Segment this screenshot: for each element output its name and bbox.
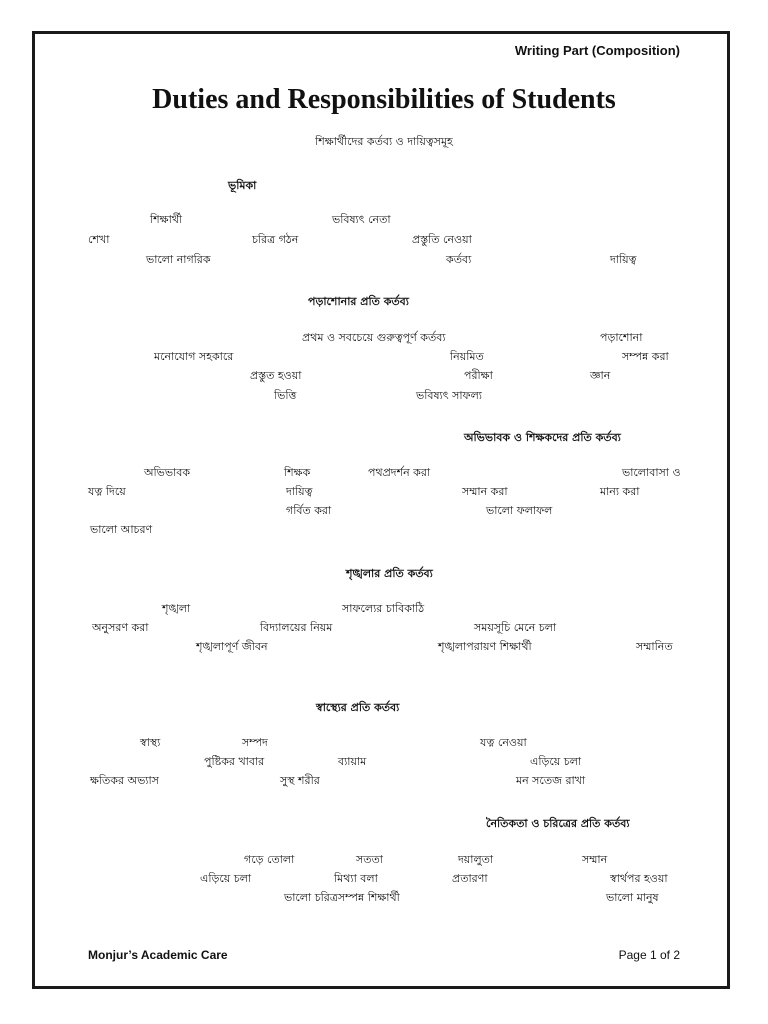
keyword: মিথ্যা বলা [334, 872, 378, 885]
keyword: মান্য করা [600, 485, 640, 498]
keyword: সম্মান [582, 853, 608, 866]
section-heading-discipline: শৃঙ্খলার প্রতি কর্তব্য [346, 567, 433, 580]
keyword: এড়িয়ে চলা [530, 755, 582, 768]
keyword: সময়সূচি মেনে চলা [474, 621, 557, 634]
keyword: মনোযোগ সহকারে [154, 350, 234, 363]
keyword: প্রস্তুত হওয়া [250, 369, 302, 382]
footer-page-number: Page 1 of 2 [618, 948, 680, 962]
keyword: গড়ে তোলা [244, 853, 295, 866]
keyword: ক্ষতিকর অভ্যাস [90, 774, 159, 787]
keyword: ভবিষ্যৎ নেতা [332, 213, 391, 226]
keyword: শৃঙ্খলা [162, 602, 191, 615]
keyword: ভালো আচরণ [90, 523, 153, 536]
keyword: প্রস্তুতি নেওয়া [412, 233, 472, 246]
header-tag: Writing Part (Composition) [514, 43, 680, 58]
keyword: দায়িত্ব [610, 253, 637, 266]
keyword: দয়ালুতা [458, 853, 494, 866]
keyword: স্বাস্থ্য [140, 736, 161, 749]
keyword: স্বার্থপর হওয়া [610, 872, 668, 885]
keyword: অভিভাবক [144, 466, 191, 479]
keyword: সুস্থ শরীর [280, 774, 320, 787]
keyword: শৃঙ্খলাপূর্ণ জীবন [196, 640, 268, 653]
keyword: সম্মানিত [636, 640, 673, 653]
section-heading-health: স্বাস্থ্যের প্রতি কর্তব্য [316, 701, 400, 714]
keyword: সততা [356, 853, 383, 866]
keyword: পরীক্ষা [464, 369, 493, 382]
section-heading-parents-teachers: অভিভাবক ও শিক্ষকদের প্রতি কর্তব্য [464, 431, 621, 444]
keyword: চরিত্র গঠন [252, 233, 299, 246]
keyword: অনুসরণ করা [92, 621, 149, 634]
keyword: শিক্ষক [284, 466, 311, 479]
keyword: নিয়মিত [450, 350, 484, 363]
keyword: পথপ্রদর্শন করা [368, 466, 431, 479]
keyword: গর্বিত করা [286, 504, 332, 517]
keyword: শৃঙ্খলাপরায়ণ শিক্ষার্থী [438, 640, 532, 653]
keyword: প্রতারণা [452, 872, 488, 885]
keyword: ভালো মানুষ [606, 891, 659, 904]
keyword: বিদ্যালয়ের নিয়ম [260, 621, 333, 634]
keyword: সাফল্যের চাবিকাঠি [342, 602, 425, 615]
page-title: Duties and Responsibilities of Students [152, 84, 616, 115]
keyword: সম্মান করা [462, 485, 508, 498]
keyword: এড়িয়ে চলা [200, 872, 252, 885]
keyword: যত্ন নেওয়া [480, 736, 527, 749]
keyword: ভালোবাসা ও [622, 466, 681, 479]
keyword: যত্ন দিয়ে [88, 485, 126, 498]
keyword: দায়িত্ব [286, 485, 313, 498]
keyword: ভালো নাগরিক [146, 253, 211, 266]
keyword: পুষ্টিকর খাবার [204, 755, 265, 768]
section-heading-studies: পড়াশোনার প্রতি কর্তব্য [308, 295, 409, 308]
keyword: ভবিষ্যৎ সাফল্য [416, 389, 482, 402]
keyword: ভালো চরিত্রসম্পন্ন শিক্ষার্থী [284, 891, 400, 904]
keyword: পড়াশোনা [600, 331, 643, 344]
keyword: কর্তব্য [446, 253, 472, 266]
keyword: প্রথম ও সবচেয়ে গুরুত্বপূর্ণ কর্তব্য [302, 331, 446, 344]
footer-publisher: Monjur’s Academic Care [88, 948, 228, 962]
section-heading-introduction: ভূমিকা [228, 179, 257, 192]
page-border [32, 31, 730, 989]
keyword: শিক্ষার্থী [150, 213, 183, 226]
page-subtitle: শিক্ষার্থীদের কর্তব্য ও দায়িত্বসমূহ [315, 135, 453, 148]
keyword: ভিত্তি [274, 389, 297, 402]
keyword: ভালো ফলাফল [486, 504, 553, 517]
keyword: মন সতেজ রাখা [516, 774, 586, 787]
section-heading-morality: নৈতিকতা ও চরিত্রের প্রতি কর্তব্য [486, 817, 630, 830]
keyword: সম্পদ [242, 736, 268, 749]
keyword: সম্পন্ন করা [622, 350, 669, 363]
keyword: জ্ঞান [590, 369, 611, 382]
keyword: ব্যায়াম [338, 755, 367, 768]
keyword: শেখা [88, 233, 110, 246]
